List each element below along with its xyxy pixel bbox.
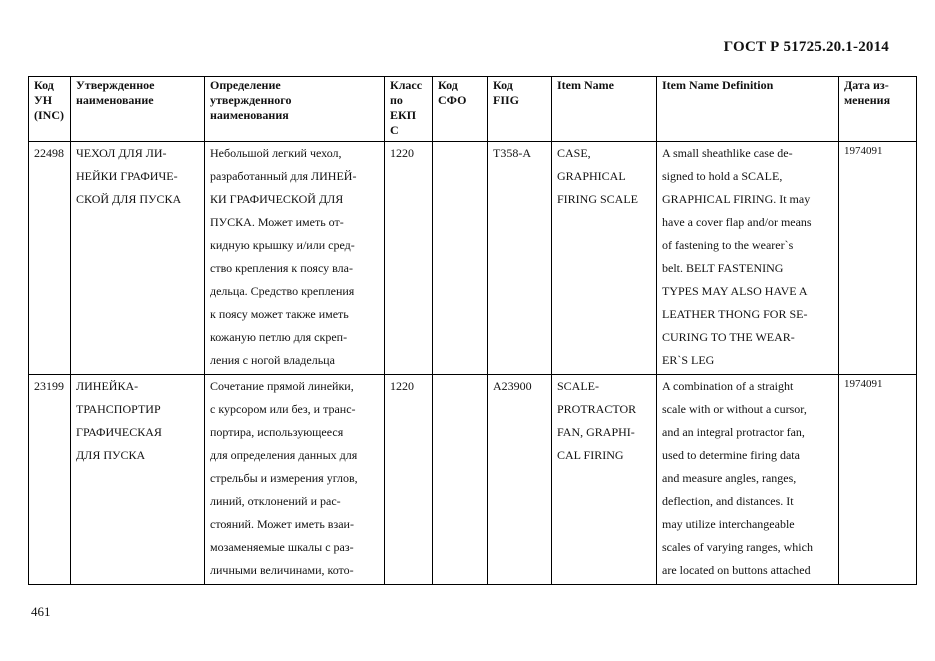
cell-sfo-code — [433, 142, 488, 375]
text-line: PROTRACTOR — [557, 402, 637, 416]
text-line: CASE, — [557, 146, 591, 160]
text-line: наименование — [76, 93, 154, 107]
text-line: Item Name — [557, 78, 614, 92]
header-approved-name — [71, 77, 205, 142]
header-sfo-code — [433, 77, 488, 142]
text-line: личными величинами, кото- — [210, 563, 354, 577]
text-line: LEATHER THONG FOR SE- — [662, 307, 808, 321]
cell-change-date: 1974091 — [839, 375, 917, 585]
text-line: кожаную петлю для скреп- — [210, 330, 348, 344]
text-line: кидную крышку и/или сред- — [210, 238, 355, 252]
cell-class: 1220 — [385, 375, 433, 585]
text-line: ТРАНСПОРТИР — [76, 402, 161, 416]
text-line: стояний. Может иметь взаи- — [210, 517, 354, 531]
text-line: дельца. Средство крепления — [210, 284, 355, 298]
cell-approved-name — [71, 142, 205, 375]
text-line: портира, использующееся — [210, 425, 344, 439]
header-item-name-definition — [657, 77, 839, 142]
cell-item-name-definition — [657, 375, 839, 585]
text-line: стрельбы и измерения углов, — [210, 471, 358, 485]
text-line: мозаменяемые шкалы с раз- — [210, 540, 354, 554]
cell-class: 1220 — [385, 142, 433, 375]
text-line: GRAPHICAL FIRING. It may — [662, 192, 811, 206]
text-line: УН — [34, 93, 53, 107]
text-line: CURING TO THE WEAR- — [662, 330, 795, 344]
cell-definition — [205, 375, 385, 585]
text-line: Item Name Definition — [662, 78, 774, 92]
text-line: GRAPHICAL — [557, 169, 626, 183]
text-line: линий, отклонений и рас- — [210, 494, 341, 508]
cell-fiig-code: T358-A — [488, 142, 552, 375]
text-line: FIRING SCALE — [557, 192, 639, 206]
cell-definition — [205, 142, 385, 375]
text-line: ГРАФИЧЕСКАЯ — [76, 425, 162, 439]
cell-change-date: 1974091 — [839, 142, 917, 375]
catalog-table — [28, 76, 917, 585]
text-line: для определения данных для — [210, 448, 358, 462]
header-class — [385, 77, 433, 142]
text-line: ЛИНЕЙКА- — [76, 379, 139, 393]
cell-inc: 22498 — [29, 142, 71, 375]
document-code: ГОСТ Р 51725.20.1-2014 — [723, 39, 889, 55]
text-line: A combination of a straight — [662, 379, 794, 393]
header-inc — [29, 77, 71, 142]
header-fiig-code — [488, 77, 552, 142]
text-line: and measure angles, ranges, — [662, 471, 797, 485]
text-line: ство крепления к поясу вла- — [210, 261, 353, 275]
text-line: SCALE- — [557, 379, 599, 393]
text-line: ДЛЯ ПУСКА — [76, 448, 146, 462]
text-line: deflection, and distances. It — [662, 494, 794, 508]
text-line: разработанный для ЛИНЕЙ- — [210, 169, 357, 183]
text-line: TYPES MAY ALSO HAVE A — [662, 284, 808, 298]
text-line: ЧЕХОЛ ДЛЯ ЛИ- — [76, 146, 167, 160]
text-line: have a cover flap and/or means — [662, 215, 812, 229]
cell-item-name — [552, 375, 657, 585]
header-item-name — [552, 77, 657, 142]
text-line: FIIG — [493, 93, 520, 107]
text-line: Сочетание прямой линейки, — [210, 379, 354, 393]
text-line: КИ ГРАФИЧЕСКОЙ ДЛЯ — [210, 192, 344, 206]
text-line: НЕЙКИ ГРАФИЧЕ- — [76, 169, 178, 183]
text-line: Утвержденное — [76, 78, 155, 92]
page-number: 461 — [31, 604, 51, 619]
text-line: С — [390, 123, 399, 137]
cell-approved-name — [71, 375, 205, 585]
text-line: A small sheathlike case de- — [662, 146, 793, 160]
text-line: (INC) — [34, 108, 64, 122]
text-line: Код — [438, 78, 458, 92]
table-header-row — [29, 77, 917, 142]
text-line: утвержденного — [210, 93, 292, 107]
text-line: менения — [844, 93, 891, 107]
header-definition — [205, 77, 385, 142]
text-line: scale with or without a cursor, — [662, 402, 807, 416]
text-line: ЕКП — [390, 108, 417, 122]
text-line: Определение — [210, 78, 281, 92]
cell-sfo-code — [433, 375, 488, 585]
text-line: used to determine firing data — [662, 448, 800, 462]
text-line: Дата из- — [844, 78, 889, 92]
text-line: belt. BELT FASTENING — [662, 261, 784, 275]
text-line: ER`S LEG — [662, 353, 715, 367]
text-line: Код — [493, 78, 513, 92]
text-line: Код — [34, 78, 54, 92]
text-line: are located on buttons attached — [662, 563, 811, 577]
text-line: signed to hold a SCALE, — [662, 169, 783, 183]
text-line: СКОЙ ДЛЯ ПУСКА — [76, 192, 182, 206]
text-line: ПУСКА. Может иметь от- — [210, 215, 344, 229]
text-line: ления с ногой владельца — [210, 353, 335, 367]
text-line: с курсором или без, и транс- — [210, 402, 356, 416]
text-line: СФО — [438, 93, 467, 107]
text-line: of fastening to the wearer`s — [662, 238, 794, 252]
text-line: scales of varying ranges, which — [662, 540, 813, 554]
text-line: наименования — [210, 108, 289, 122]
text-line: and an integral protractor fan, — [662, 425, 805, 439]
table-row — [29, 142, 917, 375]
text-line: по — [390, 93, 403, 107]
text-line: Класс — [390, 78, 423, 92]
cell-fiig-code: A23900 — [488, 375, 552, 585]
cell-inc: 23199 — [29, 375, 71, 585]
text-line: CAL FIRING — [557, 448, 624, 462]
text-line: Небольшой легкий чехол, — [210, 146, 342, 160]
table-row — [29, 375, 917, 585]
text-line: FAN, GRAPHI- — [557, 425, 635, 439]
text-line: к поясу может также иметь — [210, 307, 349, 321]
text-line: may utilize interchangeable — [662, 517, 795, 531]
cell-item-name — [552, 142, 657, 375]
header-change-date — [839, 77, 917, 142]
cell-item-name-definition — [657, 142, 839, 375]
